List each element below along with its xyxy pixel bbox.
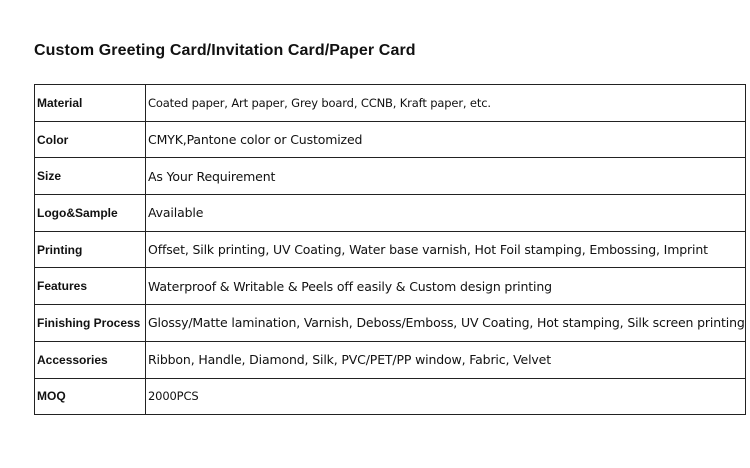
row-label-finishing-process: Finishing Process <box>35 305 146 342</box>
row-value-size: As Your Requirement <box>146 158 746 195</box>
row-label-color: Color <box>35 121 146 158</box>
row-value-color: CMYK,Pantone color or Customized <box>146 121 746 158</box>
table-row <box>35 231 746 268</box>
row-value-features: Waterproof & Writable & Peels off easily & Custom design printing <box>146 268 746 305</box>
row-label-features: Features <box>35 268 146 305</box>
table-row <box>35 195 746 232</box>
row-value-finishing-process: Glossy/Matte lamination, Varnish, Deboss/Emboss, UV Coating, Hot stamping, Silk screen printing <box>146 305 746 342</box>
table-row <box>35 305 746 342</box>
table-row <box>35 85 746 122</box>
row-label-size: Size <box>35 158 146 195</box>
table-row <box>35 378 746 415</box>
table-row <box>35 268 746 305</box>
row-label-printing: Printing <box>35 231 146 268</box>
row-label-logo-sample: Logo&Sample <box>35 195 146 232</box>
table-row <box>35 158 746 195</box>
row-value-moq: 2000PCS <box>146 378 746 415</box>
row-value-logo-sample: Available <box>146 195 746 232</box>
table-row <box>35 341 746 378</box>
spec-table <box>34 84 746 415</box>
row-value-accessories: Ribbon, Handle, Diamond, Silk, PVC/PET/PP window, Fabric, Velvet <box>146 341 746 378</box>
row-label-material: Material <box>35 85 146 122</box>
row-value-material: Coated paper, Art paper, Grey board, CCNB, Kraft paper, etc. <box>146 85 746 122</box>
row-label-moq: MOQ <box>35 378 146 415</box>
row-label-accessories: Accessories <box>35 341 146 378</box>
table-row <box>35 121 746 158</box>
page-title: Custom Greeting Card/Invitation Card/Paper Card <box>34 42 416 59</box>
row-value-printing: Offset, Silk printing, UV Coating, Water base varnish, Hot Foil stamping, Embossing, Imprint <box>146 231 746 268</box>
